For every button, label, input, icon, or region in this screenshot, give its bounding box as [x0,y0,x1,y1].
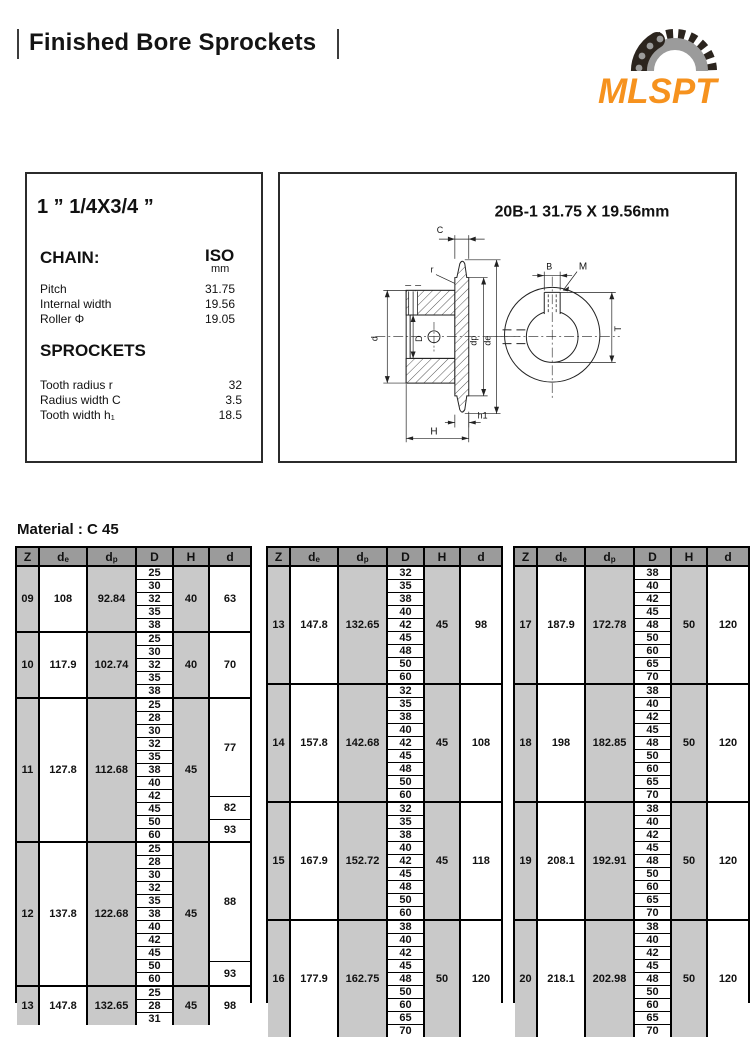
bore-option: 38 [635,685,670,698]
bore-option: 38 [635,803,670,816]
sprocket-table-3 [513,546,750,1037]
bore-option: 65 [388,1012,423,1025]
column-header: H [174,548,210,565]
table-row [515,801,748,919]
column-header: D [137,548,174,565]
table-cell: 45 [425,803,461,919]
table-row [268,919,501,1037]
sprocket-table-2 [266,546,503,1037]
bore-option: 42 [635,593,670,606]
table-cell [210,843,250,985]
table-row [17,841,250,985]
dim-h1: h1 [477,410,488,421]
table-cell [461,685,501,801]
bore-option: 31 [148,1013,161,1025]
table-cell: 177.9 [291,921,339,1037]
table-cell: 147.8 [291,567,339,683]
table-cell: 208.1 [538,803,586,919]
spec-label: Tooth width h₁ [40,408,115,422]
bore-option: 70 [646,907,659,919]
bore-option: 48 [635,737,670,750]
column-header: d e [538,548,586,565]
bore-option: 25 [137,987,172,1000]
material-label: Material : C 45 [17,521,119,538]
hub-diameter: 82 [210,796,250,818]
hub-diameter: 120 [471,973,491,985]
dim-M: M [578,261,588,273]
table-cell: 14 [268,685,291,801]
table-row [268,801,501,919]
table-row [515,683,748,801]
bore-option: 32 [137,882,172,895]
table-cell [635,803,672,919]
table-cell [137,843,174,985]
bore-option: 48 [388,881,423,894]
bore-option: 42 [635,947,670,960]
bore-option: 48 [635,855,670,868]
table-cell: 50 [672,921,708,1037]
table-header-row [515,548,748,567]
bore-option: 42 [137,790,172,803]
table-cell: 17 [515,567,538,683]
bore-option: 25 [137,699,172,712]
bore-option: 40 [635,816,670,829]
page-title: Finished Bore Sprockets [29,29,317,56]
table-cell: 167.9 [291,803,339,919]
table-cell [210,987,250,1025]
bore-option: 48 [635,619,670,632]
bore-option: 32 [137,659,172,672]
table-row [268,567,501,683]
table-cell [708,567,748,683]
bore-option: 28 [137,856,172,869]
column-header: d [461,548,501,565]
table-row [17,985,250,1025]
hub-diameter: 77 [223,741,237,754]
bore-option: 50 [635,986,670,999]
table-cell: 152.72 [339,803,388,919]
hub-diameter: 98 [223,1000,237,1012]
hub-diameter: 88 [223,896,237,909]
table-row [17,567,250,631]
table-cell: 147.8 [40,987,88,1025]
table-cell [137,699,174,841]
bore-option: 60 [635,763,670,776]
bore-option: 40 [137,921,172,934]
bore-option: 30 [137,580,172,593]
table-cell: 187.9 [538,567,586,683]
bore-option: 60 [635,645,670,658]
table-cell [388,685,425,801]
bore-option: 45 [635,960,670,973]
bore-option: 38 [148,685,161,697]
bore-option: 30 [137,725,172,738]
bore-option: 45 [388,868,423,881]
table-cell: 198 [538,685,586,801]
spec-value: 19.05 [205,312,236,326]
column-header: d p [88,548,137,565]
column-header: d [210,548,250,565]
table-cell [137,987,174,1025]
table-cell: 162.75 [339,921,388,1037]
table-cell: 18 [515,685,538,801]
table-header-row [268,548,501,567]
table-row [17,697,250,841]
table-body [268,567,501,1037]
bore-option: 40 [388,934,423,947]
sprocket-table-1 [15,546,252,1025]
bore-option: 38 [137,764,172,777]
title-left-bar [17,29,19,59]
hub-diameter: 120 [718,973,738,985]
spec-value: 3.5 [225,393,242,407]
company-logo [597,10,740,106]
spec-box [25,172,263,463]
logo-text: MLSPT [598,72,717,106]
table-cell [635,921,672,1037]
table-cell: 40 [174,633,210,697]
bore-option: 35 [137,895,172,908]
bore-option: 40 [388,724,423,737]
bore-option: 38 [388,593,423,606]
hub-diameter: 120 [718,619,738,631]
bore-option: 38 [635,567,670,580]
bore-option: 45 [635,842,670,855]
bore-option: 70 [646,671,659,683]
technical-drawing [280,174,735,461]
bore-option: 45 [388,750,423,763]
bore-option: 45 [388,632,423,645]
bore-option: 38 [137,908,172,921]
spec-label: Roller Φ [40,312,85,326]
table-cell: 142.68 [339,685,388,801]
bore-option: 40 [137,777,172,790]
table-cell: 50 [672,567,708,683]
hub-diameter: 93 [210,961,250,985]
column-header: d p [586,548,635,565]
spec-label: Tooth radius r [40,378,113,392]
standard-unit: mm [211,263,230,275]
bore-option: 60 [635,999,670,1012]
spec-label: Pitch [40,282,67,296]
column-header: H [425,548,461,565]
bore-option: 38 [635,921,670,934]
hub-diameter: 98 [474,619,488,631]
spec-value: 31.75 [205,282,236,296]
table-cell: 102.74 [88,633,137,697]
bore-option: 40 [635,580,670,593]
bore-option: 42 [388,737,423,750]
sprockets-label: SPROCKETS [40,341,146,360]
bore-option: 70 [646,1025,659,1037]
spec-value: 18.5 [218,408,242,422]
hub-diameter: 63 [223,593,237,605]
title-right-bar [337,29,339,59]
table-cell [210,567,250,631]
table-cell [388,803,425,919]
size-title: 1 ” 1/4X3/4 ” [37,196,154,218]
table-cell: 122.68 [88,843,137,985]
spec-value: 19.56 [205,297,236,311]
bore-option: 60 [399,907,412,919]
table-cell: 19 [515,803,538,919]
dim-D: D [414,335,425,342]
bore-option: 32 [137,738,172,751]
bore-option: 65 [635,776,670,789]
table-cell [708,921,748,1037]
dim-H: H [430,426,438,438]
table-cell [708,803,748,919]
table-cell: 09 [17,567,40,631]
bore-option: 50 [388,658,423,671]
bore-option: 38 [148,619,161,631]
table-cell: 13 [17,987,40,1025]
table-cell [210,633,250,697]
bore-option: 40 [388,606,423,619]
table-cell [137,567,174,631]
bore-option: 42 [635,711,670,724]
bore-option: 45 [137,947,172,960]
hub-diameter: 118 [472,855,490,867]
column-header: d [708,548,748,565]
table-cell: 50 [672,685,708,801]
table-cell [461,567,501,683]
table-cell: 192.91 [586,803,635,919]
bore-option: 35 [137,672,172,685]
spec-label: Internal width [40,297,112,311]
bore-option: 60 [148,829,161,841]
bore-option: 38 [388,829,423,842]
table-cell [388,567,425,683]
table-cell [461,803,501,919]
table-cell: 45 [425,685,461,801]
bore-option: 60 [399,789,412,801]
bore-option: 48 [635,973,670,986]
bore-option: 65 [635,894,670,907]
table-cell: 13 [268,567,291,683]
bore-option: 32 [388,567,423,580]
bore-option: 30 [137,646,172,659]
bore-option: 48 [388,763,423,776]
bore-option: 50 [635,868,670,881]
bore-option: 25 [137,843,172,856]
bore-option: 48 [388,973,423,986]
hub-diameter: 70 [223,659,237,671]
bore-option: 42 [388,619,423,632]
bore-option: 50 [388,894,423,907]
bore-option: 35 [137,606,172,619]
column-header: Z [17,548,40,565]
bore-option: 40 [388,842,423,855]
bore-option: 60 [148,973,161,985]
standard-label: ISO [205,246,235,265]
bore-option: 42 [388,855,423,868]
table-cell: 132.65 [88,987,137,1025]
bore-option: 35 [137,751,172,764]
chain-label: CHAIN: [40,248,100,267]
bore-option: 25 [137,567,172,580]
column-header: d p [339,548,388,565]
spec-label: Radius width C [40,393,121,407]
bore-option: 45 [635,724,670,737]
table-row [268,683,501,801]
table-header-row [17,548,250,567]
bore-option: 60 [399,671,412,683]
table-cell: 137.8 [40,843,88,985]
table-cell: 45 [174,987,210,1025]
bore-option: 32 [137,593,172,606]
table-cell: 92.84 [88,567,137,631]
column-header: D [635,548,672,565]
bore-option: 40 [635,698,670,711]
table-row [515,919,748,1037]
bore-option: 38 [388,921,423,934]
table-cell: 45 [174,699,210,841]
table-body [515,567,748,1037]
hub-diameter: 93 [210,819,250,841]
table-cell: 45 [174,843,210,985]
table-cell: 157.8 [291,685,339,801]
bore-option: 60 [635,881,670,894]
bore-option: 35 [388,580,423,593]
table-cell [461,921,501,1037]
bore-option: 70 [399,1025,412,1037]
bore-option: 70 [646,789,659,801]
bore-option: 28 [137,1000,172,1013]
column-header: Z [268,548,291,565]
drawing-box [278,172,737,463]
bore-option: 28 [137,712,172,725]
column-header: d e [40,548,88,565]
bore-option: 38 [388,711,423,724]
table-cell: 108 [40,567,88,631]
dim-dp: dp [468,335,479,346]
dim-de: de [482,335,493,346]
bore-option: 35 [388,698,423,711]
table-cell [210,699,250,841]
hub-diameter: 120 [718,855,738,867]
dim-T: T [612,326,623,332]
drawing-title: 20B-1 31.75 X 19.56mm [494,203,670,221]
face-dimension-lines [532,272,615,363]
table-cell: 16 [268,921,291,1037]
column-header: D [388,548,425,565]
table-cell: 112.68 [88,699,137,841]
table-cell: 10 [17,633,40,697]
table-cell: 45 [425,567,461,683]
bore-option: 50 [388,776,423,789]
table-cell [388,921,425,1037]
face-view [493,277,620,399]
column-header: H [672,548,708,565]
bore-option: 32 [388,803,423,816]
table-cell: 132.65 [339,567,388,683]
bore-option: 25 [137,633,172,646]
table-cell [635,567,672,683]
spec-value: 32 [228,378,242,392]
bore-option: 65 [635,1012,670,1025]
table-row [515,567,748,683]
table-cell: 40 [174,567,210,631]
table-cell: 127.8 [40,699,88,841]
column-header: d e [291,548,339,565]
dim-B: B [546,261,553,272]
bore-option: 45 [635,606,670,619]
dim-r: r [430,264,434,275]
table-cell: 12 [17,843,40,985]
bore-option: 32 [388,685,423,698]
table-cell: 182.85 [586,685,635,801]
dim-C: C [436,225,444,236]
bore-option: 42 [388,947,423,960]
bore-option: 45 [137,803,172,816]
table-cell: 20 [515,921,538,1037]
table-cell [137,633,174,697]
table-cell [635,685,672,801]
hub-diameter: 120 [718,737,738,749]
table-cell: 202.98 [586,921,635,1037]
bore-option: 30 [137,869,172,882]
dim-d: d [369,336,380,342]
table-cell: 11 [17,699,40,841]
bore-option: 42 [137,934,172,947]
bore-option: 50 [137,960,172,973]
table-cell: 50 [672,803,708,919]
bore-option: 65 [635,658,670,671]
table-cell: 172.78 [586,567,635,683]
table-cell: 218.1 [538,921,586,1037]
bore-option: 50 [635,750,670,763]
bore-option: 45 [388,960,423,973]
bore-option: 60 [388,999,423,1012]
table-body [17,567,250,1025]
bore-option: 50 [388,986,423,999]
bore-option: 48 [388,645,423,658]
bore-option: 50 [137,816,172,829]
hub-diameter: 108 [471,737,491,749]
bore-option: 35 [388,816,423,829]
table-cell [708,685,748,801]
table-cell: 15 [268,803,291,919]
bore-option: 50 [635,632,670,645]
column-header: Z [515,548,538,565]
table-row [17,631,250,697]
bore-option: 42 [635,829,670,842]
table-cell: 50 [425,921,461,1037]
table-cell: 117.9 [40,633,88,697]
bore-option: 40 [635,934,670,947]
